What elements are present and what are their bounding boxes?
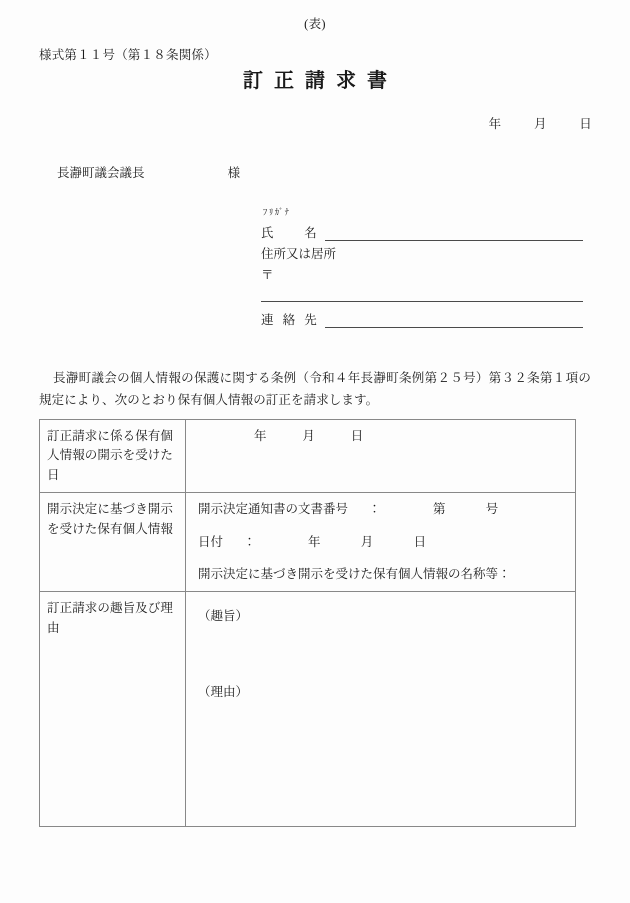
row1-day-label: 日 xyxy=(350,429,364,443)
row-value-cell[interactable] xyxy=(186,493,576,592)
furigana-label: ﾌﾘｶﾞﾅ xyxy=(263,207,291,217)
name-field-row xyxy=(261,220,583,241)
name-label: 氏名 xyxy=(261,225,317,240)
postal-row xyxy=(261,262,583,283)
postal-mark-icon: 〒 xyxy=(261,267,274,282)
doc-date-colon: ： xyxy=(243,534,256,549)
applicant-block xyxy=(261,208,583,328)
date-day-label: 日 xyxy=(579,117,592,131)
addressee-honorific: 様 xyxy=(227,166,241,180)
disclosed-info-name-label: 開示決定に基づき開示を受けた保有個人情報の名称等： xyxy=(198,566,511,581)
disclosure-date-label: 訂正請求に係る保有個人情報の開示を受けた日 xyxy=(47,429,174,482)
row-value-cell[interactable] xyxy=(186,592,576,827)
contact-field-row xyxy=(261,307,583,328)
contact-input-rule[interactable] xyxy=(325,311,583,328)
table-row-purpose-reason xyxy=(40,592,576,827)
row1-year-label: 年 xyxy=(254,429,267,443)
date-year-label: 年 xyxy=(488,117,502,131)
doc-number-colon: ： xyxy=(368,502,381,517)
doc-date-month: 月 xyxy=(360,534,374,549)
row-value-cell[interactable] xyxy=(186,420,576,493)
name-input-rule[interactable] xyxy=(325,224,583,241)
disclosed-info-entry[interactable] xyxy=(186,493,575,591)
date-month-label: 月 xyxy=(533,117,547,131)
row1-month-label: 月 xyxy=(302,429,316,443)
contact-label: 連絡先 xyxy=(261,312,317,327)
form-number: 様式第１１号（第１８条関係） xyxy=(39,48,217,62)
ordinance-statement: 長瀞町議会の個人情報の保護に関する条例（令和４年長瀞町条例第２５号）第３２条第１項の規定により、次のとおり保有個人情報の訂正を請求します。 xyxy=(39,371,591,407)
doc-date-line[interactable] xyxy=(198,533,565,552)
table-row-disclosure-date xyxy=(40,420,576,493)
row-label-cell xyxy=(40,493,186,592)
address-label-row xyxy=(261,241,583,262)
purpose-label: （趣旨） xyxy=(198,609,249,624)
doc-date-label: 日付 xyxy=(198,534,224,549)
address-input-rule[interactable] xyxy=(261,300,583,302)
addressee xyxy=(57,163,240,181)
row-label-cell xyxy=(40,592,186,827)
disclosed-info-name-line[interactable] xyxy=(198,565,565,584)
doc-date-day: 日 xyxy=(413,534,427,549)
doc-number-label: 開示決定通知書の文書番号 xyxy=(198,502,349,517)
disclosure-date-entry[interactable] xyxy=(186,420,575,453)
submission-date-line xyxy=(0,114,592,132)
omote-mark: (表) xyxy=(304,17,326,31)
row-label-cell xyxy=(40,420,186,493)
reason-label: （理由） xyxy=(198,684,249,699)
addressee-name: 長瀞町議会議長 xyxy=(57,166,145,180)
purpose-reason-label: 訂正請求の趣旨及び理由 xyxy=(47,601,174,635)
address-label: 住所又は居所 xyxy=(261,246,337,261)
doc-number-dai: 第 xyxy=(433,502,446,517)
disclosed-info-label: 開示決定に基づき開示を受けた保有個人情報 xyxy=(47,502,174,536)
table-row-disclosed-info xyxy=(40,493,576,592)
doc-date-year: 年 xyxy=(308,534,321,549)
purpose-reason-entry[interactable] xyxy=(186,592,575,709)
address-write-space[interactable] xyxy=(261,283,583,300)
doc-number-gou: 号 xyxy=(485,502,499,517)
request-table xyxy=(39,419,576,827)
doc-number-line[interactable] xyxy=(198,500,565,519)
page-title: 訂正請求書 xyxy=(243,70,398,92)
